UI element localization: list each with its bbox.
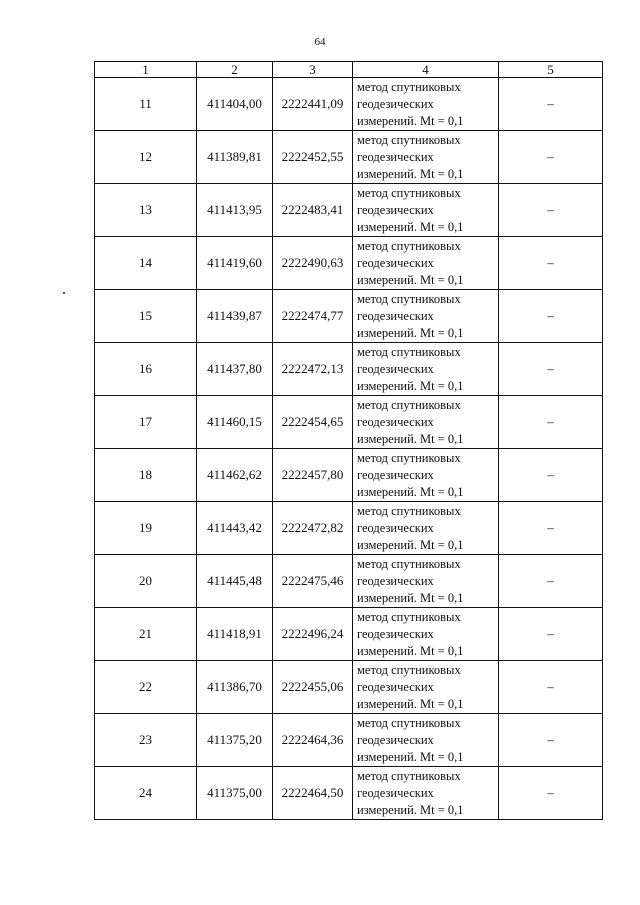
method-line-2: геодезических [357, 520, 434, 535]
method-line-1: метод спутниковых [357, 556, 461, 571]
coordinate-y: 2222475,46 [273, 555, 353, 608]
method-line-1: метод спутниковых [357, 768, 461, 783]
coordinate-x: 411439,87 [197, 290, 273, 343]
coordinate-x: 411443,42 [197, 502, 273, 555]
method-line-2: геодезических [357, 573, 434, 588]
dash-cell: – [499, 290, 603, 343]
method-line-2: геодезических [357, 308, 434, 323]
method-line-3: измерений. Mt = 0,1 [357, 484, 464, 499]
method-line-3: измерений. Mt = 0,1 [357, 802, 464, 817]
dash-cell: – [499, 237, 603, 290]
method-line-1: метод спутниковых [357, 344, 461, 359]
dash-cell: – [499, 502, 603, 555]
method-line-1: метод спутниковых [357, 609, 461, 624]
coordinate-x: 411413,95 [197, 184, 273, 237]
coordinate-x: 411375,00 [197, 767, 273, 820]
point-number: 17 [95, 396, 197, 449]
method-cell [353, 78, 499, 131]
method-line-2: геодезических [357, 149, 434, 164]
dash-cell: – [499, 449, 603, 502]
table-row [95, 767, 603, 820]
method-line-1: метод спутниковых [357, 79, 461, 94]
method-line-2: геодезических [357, 467, 434, 482]
coordinate-y: 2222464,36 [273, 714, 353, 767]
method-line-3: измерений. Mt = 0,1 [357, 696, 464, 711]
dash-cell: – [499, 184, 603, 237]
method-line-2: геодезических [357, 785, 434, 800]
method-line-3: измерений. Mt = 0,1 [357, 643, 464, 658]
dash-cell: – [499, 555, 603, 608]
coordinate-x: 411386,70 [197, 661, 273, 714]
method-line-2: геодезических [357, 732, 434, 747]
method-cell [353, 237, 499, 290]
point-number: 23 [95, 714, 197, 767]
method-cell [353, 184, 499, 237]
method-line-2: геодезических [357, 96, 434, 111]
header-row [95, 62, 603, 78]
point-number: 22 [95, 661, 197, 714]
method-line-3: измерений. Mt = 0,1 [357, 272, 464, 287]
coordinate-y: 2222472,13 [273, 343, 353, 396]
dash-cell: – [499, 767, 603, 820]
method-line-3: измерений. Mt = 0,1 [357, 378, 464, 393]
coordinate-x: 411445,48 [197, 555, 273, 608]
point-number: 21 [95, 608, 197, 661]
column-header-3: 3 [273, 62, 353, 78]
table-row [95, 237, 603, 290]
method-line-2: геодезических [357, 679, 434, 694]
column-header-4: 4 [353, 62, 499, 78]
method-cell [353, 714, 499, 767]
table-row [95, 502, 603, 555]
table-body [95, 78, 603, 820]
coordinates-table [94, 61, 603, 820]
point-number: 19 [95, 502, 197, 555]
method-cell [353, 502, 499, 555]
coordinate-y: 2222452,55 [273, 131, 353, 184]
method-line-3: измерений. Mt = 0,1 [357, 431, 464, 446]
table-row [95, 184, 603, 237]
method-line-3: измерений. Mt = 0,1 [357, 749, 464, 764]
coordinate-y: 2222464,50 [273, 767, 353, 820]
column-header-2: 2 [197, 62, 273, 78]
method-cell [353, 343, 499, 396]
method-cell [353, 449, 499, 502]
method-line-3: измерений. Mt = 0,1 [357, 590, 464, 605]
method-line-1: метод спутниковых [357, 291, 461, 306]
dash-cell: – [499, 714, 603, 767]
coordinate-x: 411419,60 [197, 237, 273, 290]
table-row [95, 449, 603, 502]
method-line-1: метод спутниковых [357, 503, 461, 518]
table-row [95, 396, 603, 449]
method-line-2: геодезических [357, 414, 434, 429]
coordinate-x: 411418,91 [197, 608, 273, 661]
coordinate-y: 2222455,06 [273, 661, 353, 714]
dash-cell: – [499, 608, 603, 661]
method-line-2: геодезических [357, 361, 434, 376]
method-line-1: метод спутниковых [357, 185, 461, 200]
method-line-2: геодезических [357, 626, 434, 641]
method-line-1: метод спутниковых [357, 238, 461, 253]
method-cell [353, 396, 499, 449]
method-cell [353, 767, 499, 820]
point-number: 12 [95, 131, 197, 184]
method-line-1: метод спутниковых [357, 715, 461, 730]
method-cell [353, 131, 499, 184]
table-row [95, 131, 603, 184]
table-row [95, 290, 603, 343]
coordinate-y: 2222474,77 [273, 290, 353, 343]
method-cell [353, 608, 499, 661]
method-cell [353, 290, 499, 343]
coordinate-y: 2222454,65 [273, 396, 353, 449]
table-row [95, 661, 603, 714]
point-number: 15 [95, 290, 197, 343]
page-number: 64 [314, 36, 326, 48]
stray-mark [63, 292, 65, 294]
dash-cell: – [499, 396, 603, 449]
method-line-3: измерений. Mt = 0,1 [357, 166, 464, 181]
coordinate-y: 2222457,80 [273, 449, 353, 502]
point-number: 13 [95, 184, 197, 237]
method-cell [353, 661, 499, 714]
method-line-3: измерений. Mt = 0,1 [357, 219, 464, 234]
column-header-5: 5 [499, 62, 603, 78]
point-number: 14 [95, 237, 197, 290]
dash-cell: – [499, 131, 603, 184]
method-line-2: геодезических [357, 255, 434, 270]
coordinate-x: 411462,62 [197, 449, 273, 502]
coordinate-y: 2222496,24 [273, 608, 353, 661]
point-number: 18 [95, 449, 197, 502]
point-number: 11 [95, 78, 197, 131]
method-cell [353, 555, 499, 608]
point-number: 24 [95, 767, 197, 820]
table-row [95, 555, 603, 608]
method-line-3: измерений. Mt = 0,1 [357, 537, 464, 552]
table-row [95, 608, 603, 661]
coordinate-x: 411404,00 [197, 78, 273, 131]
method-line-2: геодезических [357, 202, 434, 217]
method-line-1: метод спутниковых [357, 662, 461, 677]
coordinate-x: 411437,80 [197, 343, 273, 396]
point-number: 16 [95, 343, 197, 396]
column-header-1: 1 [95, 62, 197, 78]
coordinate-y: 2222441,09 [273, 78, 353, 131]
method-line-3: измерений. Mt = 0,1 [357, 113, 464, 128]
method-line-1: метод спутниковых [357, 450, 461, 465]
coordinate-y: 2222483,41 [273, 184, 353, 237]
method-line-3: измерений. Mt = 0,1 [357, 325, 464, 340]
point-number: 20 [95, 555, 197, 608]
coordinate-y: 2222490,63 [273, 237, 353, 290]
table-row [95, 78, 603, 131]
coordinate-x: 411460,15 [197, 396, 273, 449]
coordinate-x: 411389,81 [197, 131, 273, 184]
table-row [95, 714, 603, 767]
coordinate-x: 411375,20 [197, 714, 273, 767]
dash-cell: – [499, 661, 603, 714]
coordinate-y: 2222472,82 [273, 502, 353, 555]
dash-cell: – [499, 343, 603, 396]
dash-cell: – [499, 78, 603, 131]
method-line-1: метод спутниковых [357, 397, 461, 412]
method-line-1: метод спутниковых [357, 132, 461, 147]
table-row [95, 343, 603, 396]
